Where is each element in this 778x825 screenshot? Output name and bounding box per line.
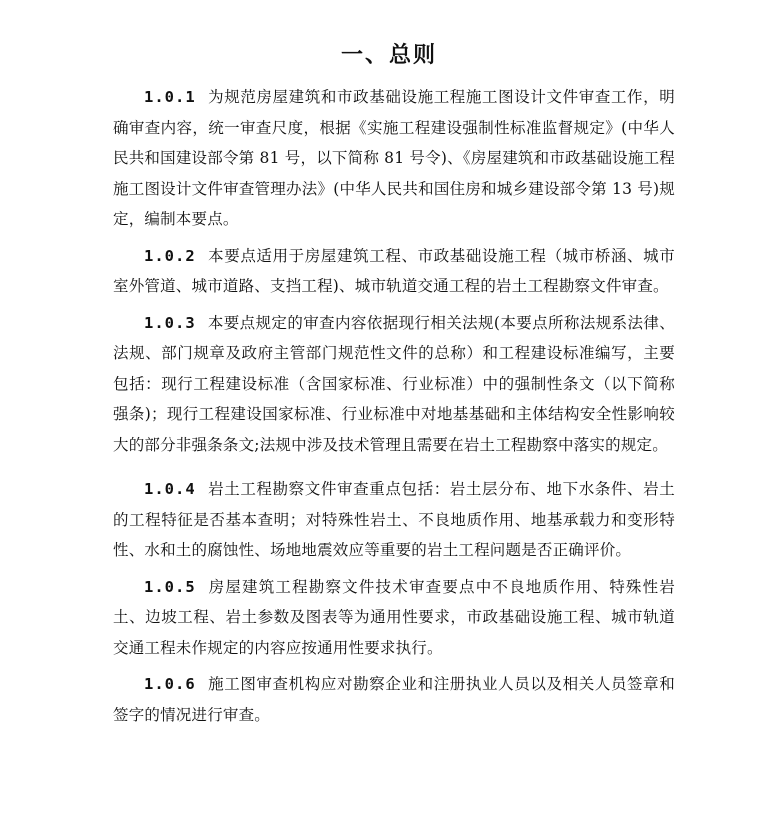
clause-1-0-1 — [113, 82, 675, 235]
clause-1-0-2 — [113, 241, 675, 302]
clause-1-0-3 — [113, 308, 675, 461]
section-title: 一、总则 — [340, 43, 437, 68]
clause-text: 本要点规定的审查内容依据现行相关法规(本要点所称法规系法律、法规、部门规章及政府主管部门规范性文件的总称）和工程建设标准编写，主要包括：现行工程建设标准（含国家标准、行业标准）中的强制性条文（以下简称强条)；现行工程建设国家标准、行业标准中对地基基础和主体结构安全性影响较大的部分非强条条文;法规中涉及技术管理且需要在岩土工程勘察中落实的规定。 — [113, 313, 675, 454]
clause-1-0-6 — [113, 669, 675, 730]
clause-number: 1.0.4 — [144, 480, 196, 498]
clause-1-0-4 — [113, 474, 675, 566]
clause-text: 房屋建筑工程勘察文件技术审查要点中不良地质作用、特殊性岩土、边坡工程、岩土参数及图表等为通用性要求，市政基础设施工程、城市轨道交通工程未作规定的内容应按通用性要求执行。 — [113, 577, 675, 657]
clause-list — [113, 82, 675, 736]
clause-text: 岩土工程勘察文件审查重点包括：岩土层分布、地下水条件、岩土的工程特征是否基本查明；对特殊性岩土、不良地质作用、地基承载力和变形特性、水和土的腐蚀性、场地地震效应等重要的岩土工程问题是否正确评价。 — [113, 480, 675, 559]
clause-number: 1.0.6 — [144, 675, 196, 693]
clause-text: 本要点适用于房屋建筑工程、市政基础设施工程（城市桥涵、城市室外管道、城市道路、支挡工程)、城市轨道交通工程的岩土工程勘察文件审查。 — [113, 246, 675, 295]
clause-number: 1.0.2 — [144, 246, 196, 265]
clause-1-0-5 — [113, 572, 675, 664]
clause-number: 1.0.5 — [144, 577, 196, 596]
clause-text: 为规范房屋建筑和市政基础设施工程施工图设计文件审查工作，明确审查内容，统一审查尺度，根据《实施工程建设强制性标准监督规定》(中华人民共和国建设部令第 81 号，以下简称 81 号令)、《房屋建筑和市政基础设施工程施工图设计文件审查管理办法》(中华人民共和国住房和城乡建设部令第 13 号)规定，编制本要点。 — [113, 88, 675, 228]
clause-text: 施工图审查机构应对勘察企业和注册执业人员以及相关人员签章和签字的情况进行审查。 — [113, 675, 675, 724]
clause-number: 1.0.1 — [144, 88, 196, 106]
clause-number: 1.0.3 — [144, 313, 196, 332]
